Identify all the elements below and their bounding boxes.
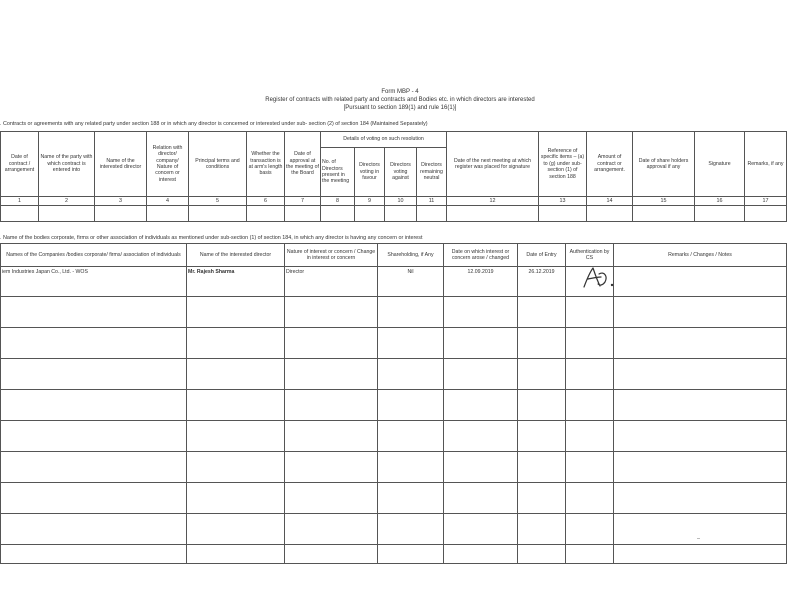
table-cell: [633, 206, 695, 222]
column-number: 16: [695, 197, 745, 206]
table-cell: [745, 206, 787, 222]
bodies-corporate-table: [0, 243, 787, 564]
table-cell: [378, 514, 444, 545]
column-number: 10: [385, 197, 417, 206]
col-voting-details: Details of voting on such resolution: [321, 132, 447, 148]
date-arose-cell: 12.09.2019: [444, 267, 518, 297]
column-number: 12: [447, 197, 539, 206]
table-cell: [285, 359, 378, 390]
table-cell: [39, 206, 95, 222]
table-cell: [566, 390, 614, 421]
table-cell: [187, 452, 285, 483]
col-date-interest-arose: Date on which interest or concern arose / changed: [444, 244, 518, 267]
table-cell: [247, 206, 285, 222]
table-cell: [566, 421, 614, 452]
director-name-cell: Mr. Rajesh Sharma: [187, 267, 285, 297]
table-cell: [285, 206, 321, 222]
table-cell: [614, 328, 787, 359]
column-number: 14: [587, 197, 633, 206]
table-cell: [1, 206, 39, 222]
col-nature-of-interest: Nature of interest or concern / Change in interest or concern: [285, 244, 378, 267]
table-cell: [566, 483, 614, 514]
table-cell: [518, 328, 566, 359]
column-number: 4: [147, 197, 189, 206]
form-number: Form MBP - 4: [381, 89, 419, 95]
column-number: 1: [1, 197, 39, 206]
contracts-register-table: [0, 131, 787, 222]
col-interested-director: Name of the interested director: [95, 132, 147, 197]
col-contract-amount: Amount of contract or arrangement.: [587, 132, 633, 197]
table-cell: [518, 421, 566, 452]
table-cell: [1, 328, 187, 359]
col-arms-length: Whether the transaction is at arm's length basis: [247, 132, 285, 197]
table-cell: [285, 452, 378, 483]
nature-cell: Director: [285, 267, 378, 297]
column-number: 5: [189, 197, 247, 206]
table-cell: [444, 390, 518, 421]
column-number: 7: [285, 197, 321, 206]
section-b-caption: . Name of the bodies corporate, firms or other association of individuals as mentioned under sub-section (1) of section 184, in which any director is having any concern or interest: [0, 235, 423, 241]
table-cell: [285, 297, 378, 328]
col-section-reference: Reference of specific items – (a) to (g) under sub-section (1) of section 188: [539, 132, 587, 197]
table-cell: [587, 206, 633, 222]
table-cell: [187, 297, 285, 328]
table-cell: [444, 421, 518, 452]
table-cell: [444, 328, 518, 359]
col-board-approval-date: Date of approval at the meeting of the Board: [285, 132, 321, 197]
table-cell: [444, 514, 518, 545]
table-cell: [1, 359, 187, 390]
table-cell: [614, 359, 787, 390]
table-cell: [285, 483, 378, 514]
table-cell: [95, 206, 147, 222]
table-cell: [518, 514, 566, 545]
date-entry-cell: 26.12.2019: [518, 267, 566, 297]
table-cell: [539, 206, 587, 222]
table-cell: [321, 206, 355, 222]
column-number: 8: [321, 197, 355, 206]
table-cell: [187, 545, 285, 564]
table-cell: [187, 483, 285, 514]
table-cell: [385, 206, 417, 222]
column-number: 11: [417, 197, 447, 206]
table-cell: [1, 297, 187, 328]
table-cell: [147, 206, 189, 222]
table-cell: [1, 390, 187, 421]
table-cell: [187, 328, 285, 359]
col-next-meeting-date: Date of the next meeting at which register was placed for signature: [447, 132, 539, 197]
table-cell: [695, 206, 745, 222]
pursuant-note: [Pursuant to section 189(1) and rule 16(1)]: [343, 105, 457, 111]
remarks-cell: [614, 267, 787, 297]
col-relation: Relation with director/ company/ Nature of concern or interest: [147, 132, 189, 197]
table-cell: [1, 514, 187, 545]
col-remaining-neutral: Directors remaining neutral: [417, 148, 447, 197]
table-cell: [378, 483, 444, 514]
table-cell: [566, 545, 614, 564]
table-cell: [187, 514, 285, 545]
col-company-names: Names of the Companies /bodies corporate/ firms/ association of individuals: [1, 244, 187, 267]
col-date-of-entry: Date of Entry: [518, 244, 566, 267]
table-cell: [285, 421, 378, 452]
col-authentication: Authentication by CS: [566, 244, 614, 267]
table-cell: [378, 359, 444, 390]
scan-speck: [697, 538, 700, 539]
table-cell: [285, 545, 378, 564]
table-cell: [518, 452, 566, 483]
table-cell: [378, 390, 444, 421]
table-cell: [518, 483, 566, 514]
col-shareholder-approval: Date of share holders approval if any: [633, 132, 695, 197]
table-cell: [444, 359, 518, 390]
table-cell: [447, 206, 539, 222]
table-cell: [355, 206, 385, 222]
col-date-of-contract: Date of contract / arrangement: [1, 132, 39, 197]
table-cell: [1, 421, 187, 452]
column-number: 17: [745, 197, 787, 206]
table-cell: [187, 359, 285, 390]
table-cell: [187, 390, 285, 421]
table-cell: [566, 328, 614, 359]
table-cell: [444, 545, 518, 564]
column-number: 15: [633, 197, 695, 206]
table-cell: [378, 421, 444, 452]
col-party-name: Name of the party with which contract is entered into: [39, 132, 95, 197]
table-cell: [417, 206, 447, 222]
table-cell: [566, 297, 614, 328]
table-cell: [285, 514, 378, 545]
column-number: 13: [539, 197, 587, 206]
table-cell: [444, 483, 518, 514]
table-cell: [378, 328, 444, 359]
table-cell: [187, 421, 285, 452]
table-cell: [518, 545, 566, 564]
table-cell: [614, 483, 787, 514]
col-interested-director: Name of the interested director: [187, 244, 285, 267]
col-principal-terms: Principal terms and conditions: [189, 132, 247, 197]
col-remarks-notes: Remarks / Changes / Notes: [614, 244, 787, 267]
table-cell: [1, 545, 187, 564]
table-cell: [614, 545, 787, 564]
column-number: 2: [39, 197, 95, 206]
table-cell: [614, 452, 787, 483]
table-cell: [1, 483, 187, 514]
handwritten-signature-icon: [578, 265, 620, 291]
table-cell: [614, 390, 787, 421]
section-a-caption: . Contracts or agreements with any related party under section 188 or in which any director is concerned or interested under sub- section (2) of section 184 (Maintained Separately): [0, 121, 428, 127]
table-cell: [614, 421, 787, 452]
col-directors-present: No. of Directors present in the meeting: [321, 148, 355, 197]
column-number: 3: [95, 197, 147, 206]
table-cell: [614, 514, 787, 545]
table-cell: [566, 452, 614, 483]
shareholding-cell: Nil: [378, 267, 444, 297]
table-cell: [614, 297, 787, 328]
table-cell: [566, 359, 614, 390]
table-cell: [1, 452, 187, 483]
col-remarks: Remarks, if any: [745, 132, 787, 197]
company-name-cell: iem Industries Japan Co., Ltd. - WOS: [1, 267, 187, 297]
table-cell: [518, 297, 566, 328]
col-signature: Signature: [695, 132, 745, 197]
table-cell: [518, 390, 566, 421]
table-cell: [285, 390, 378, 421]
table-cell: [566, 514, 614, 545]
table-cell: [378, 297, 444, 328]
col-shareholding: Shareholding, if Any: [378, 244, 444, 267]
table-cell: [378, 545, 444, 564]
table-cell: [285, 328, 378, 359]
table-cell: [378, 452, 444, 483]
column-number: 6: [247, 197, 285, 206]
col-voting-favour: Directors voting in favour: [355, 148, 385, 197]
table-cell: [189, 206, 247, 222]
table-cell: [444, 297, 518, 328]
table-cell: [518, 359, 566, 390]
col-voting-against: Directors voting against: [385, 148, 417, 197]
table-cell: [444, 452, 518, 483]
column-number: 9: [355, 197, 385, 206]
register-title: Register of contracts with related party and contracts and Bodies etc. in which directors are interested: [265, 97, 535, 103]
